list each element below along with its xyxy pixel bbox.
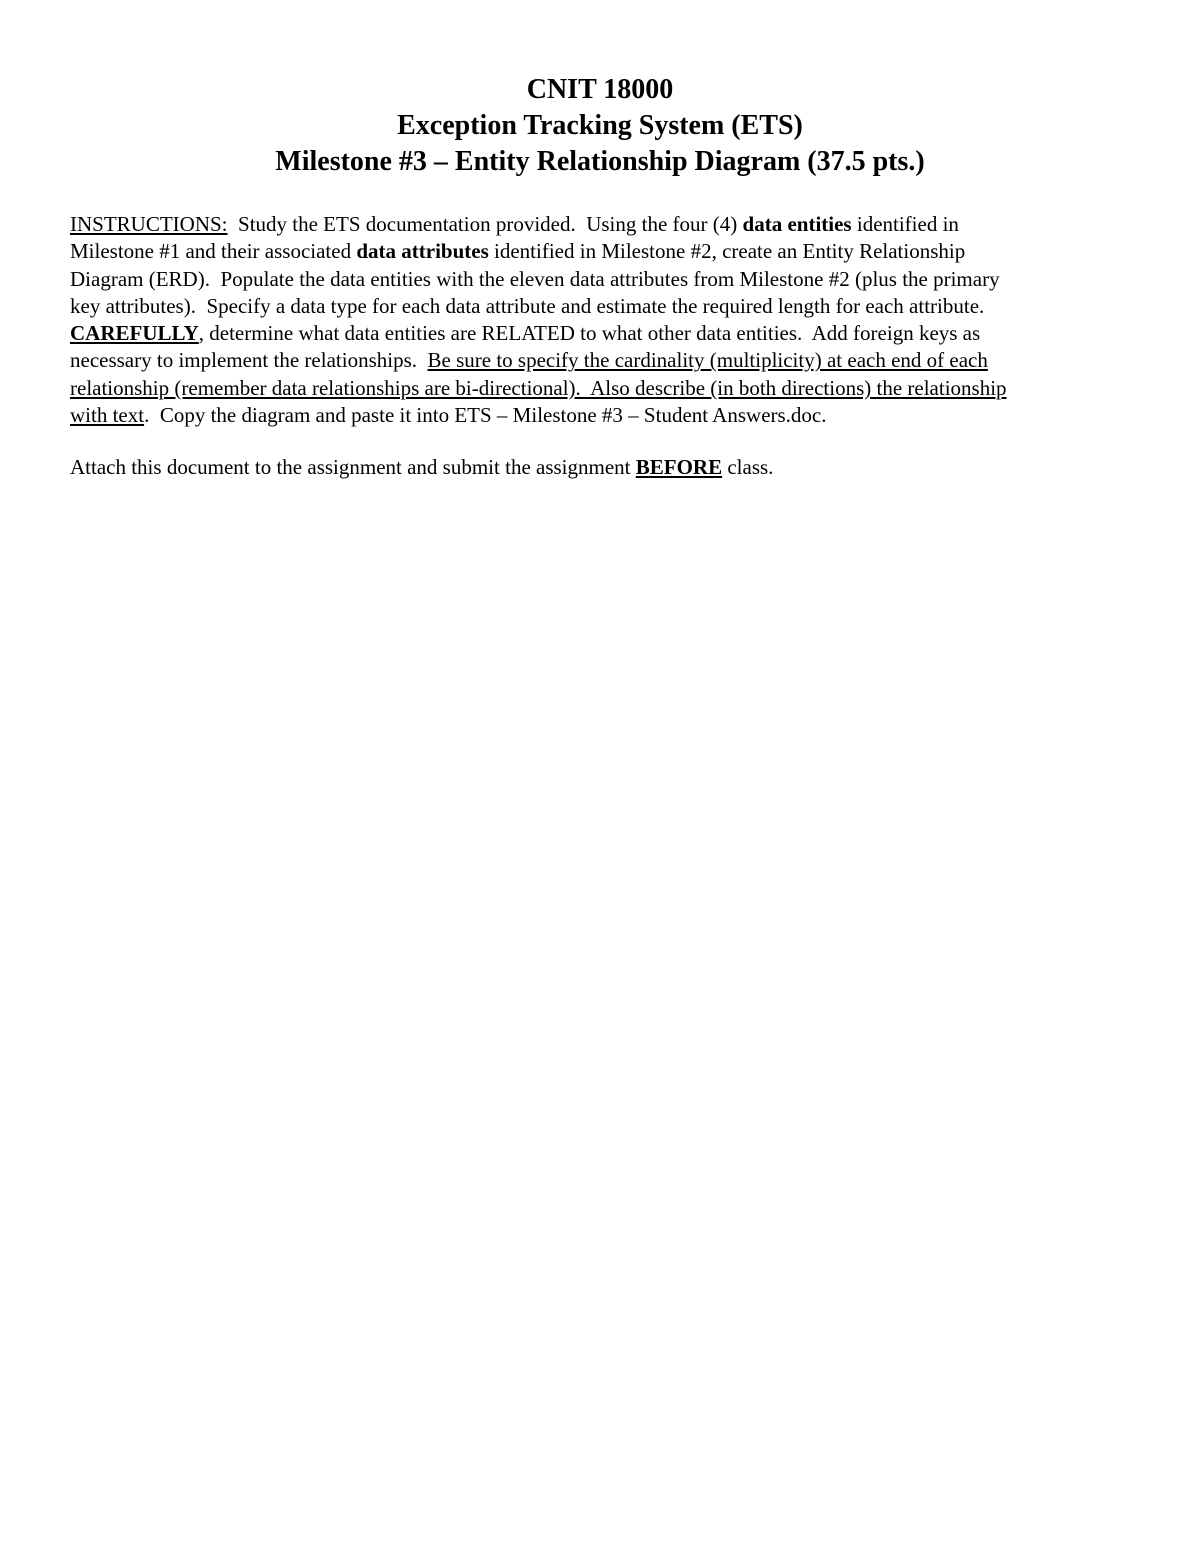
instructions-bold-term: data entities [742, 212, 852, 236]
instructions-line-3: Diagram (ERD). Populate the data entities with the eleven data attributes from Milestone #2 (plus the primary [70, 266, 1000, 291]
course-title: CNIT 18000 [526, 74, 674, 105]
instructions-label: INSTRUCTIONS: [70, 212, 228, 236]
instructions-line-6 [70, 347, 1145, 374]
instructions-line-1 [70, 211, 1145, 238]
milestone-title: Milestone #3 – Entity Relationship Diagram (37.5 pts.) [275, 146, 925, 177]
instructions-text: , determine what data entities are RELATED to what other data entities. Add foreign keys as [198, 321, 981, 346]
instructions-underlined-text: with text [70, 403, 145, 428]
submission-text: class. [722, 455, 774, 479]
instructions-line-4: key attributes). Specify a data type for each data attribute and estimate the required length for each attribute. [70, 293, 985, 318]
instructions-line-8 [70, 402, 1145, 429]
instructions-paragraph [70, 211, 1145, 429]
instructions-text: Milestone #1 and their associated [70, 239, 357, 264]
submission-text: Attach this document to the assignment and submit the assignment [70, 455, 636, 479]
instructions-emphasis: CAREFULLY [70, 321, 199, 346]
instructions-line-5 [70, 320, 1145, 347]
system-title: Exception Tracking System (ETS) [397, 110, 803, 141]
submission-deadline: BEFORE [635, 455, 723, 479]
instructions-text: . Copy the diagram and paste it into ETS – Milestone #3 – Student Answers.doc. [144, 403, 827, 428]
instructions-text: identified in [851, 212, 959, 236]
instructions-text: Study the ETS documentation provided. Using the four (4) [227, 212, 743, 236]
instructions-text: identified in Milestone #2, create an Entity Relationship [488, 239, 966, 264]
instructions-bold-term: data attributes [356, 239, 489, 264]
instructions-underlined-text: Be sure to specify the cardinality (multiplicity) at each end of each [427, 348, 988, 373]
instructions-line-7: relationship (remember data relationships are bi-directional). Also describe (in both directions) the relationship [70, 375, 1007, 400]
document-header [0, 72, 1200, 180]
instructions-line-2 [70, 238, 1145, 265]
submission-note [70, 454, 773, 481]
instructions-text: necessary to implement the relationships. [70, 348, 428, 373]
